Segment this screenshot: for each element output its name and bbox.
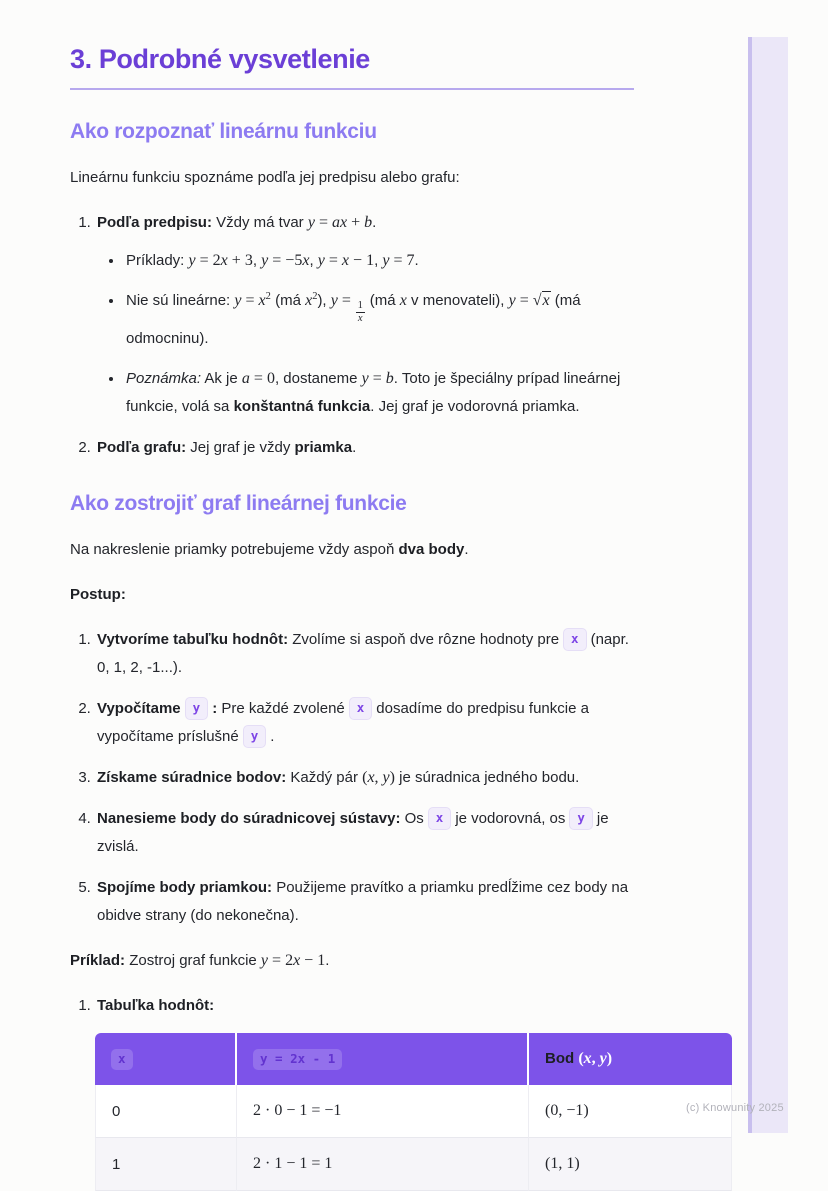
list-item: • Nie sú lineárne: $y = x^2$ (má $x^2$), y = $\frac{1}{x}$ (má x v menovateli), y = √x (má odmocninu). [124,287,634,353]
math-expression: 2 · 1 − 1 = 1 [253,1155,333,1173]
values-table [95,1033,732,1191]
math-expression: y = 7 [382,252,415,269]
inline-code-badge: y [185,697,209,720]
bold-text: konštantná funkcia [233,398,371,416]
table-row [95,1138,732,1191]
table-cell [529,1138,732,1191]
bold-text: Bod [545,1050,579,1068]
bold-text: Príklad: [70,952,126,970]
list-item: 2. Vypočítame y : Pre každé zvolené x dosadíme do predpisu funkcie a vypočítame príslušné y . [95,695,634,751]
inline-code-badge: x [563,628,587,651]
math-expression: y = [508,292,529,309]
list-item: 3. Získame súradnice bodov: Každý pár (x, y) je súradnica jedného bodu. [95,764,634,792]
document-content [70,0,634,1191]
section-heading-recognize: Ako rozpoznať lineárnu funkciu [70,120,377,143]
table-row [95,1085,732,1138]
math-expression: y = x − 1 [317,252,375,269]
bold-text: Podľa grafu: [97,439,187,457]
recognize-list [70,209,634,462]
list-item: 4. Nanesieme body do súradnicovej sústavy: Os x je vodorovná, os y je zvislá. [95,805,634,861]
math-expression: y = 2x − 1 [260,952,326,970]
steps-label [70,581,634,609]
math-expression: $x^2$ [305,291,318,309]
italic-text: Poznámka: [126,370,202,388]
section-heading-construct: Ako zostrojiť graf lineárnej funkcie [70,492,407,516]
math-expression: a = 0 [241,370,275,388]
list-item [95,992,634,1020]
bold-text: priamka [294,439,353,457]
page-edge-strip [748,37,788,1133]
bold-text: Tabuľka hodnôt: [97,997,215,1015]
table-cell [237,1085,529,1138]
bullet-list [97,247,634,421]
bold-text: Vypočítame [97,700,181,718]
math-expression: (x, y) [362,769,395,787]
math-expression: y = ax + b [307,214,373,231]
math-expression: 2 · 0 − 1 = −1 [253,1102,342,1120]
inline-code-badge: y [569,807,593,830]
bold-text: Postup: [70,586,126,604]
bold-text: Získame súradnice bodov: [97,769,287,787]
list-item: 1. Vytvoríme tabuľku hodnôt: Zvolíme si aspoň dve rôzne hodnoty pre x (napr. 0, 1, 2, -1...). [95,626,634,682]
list-item: 2. Podľa grafu: Jej graf je vždy priamka. [95,434,634,462]
math-expression: (0, −1) [545,1102,589,1120]
table-cell: 0 [95,1085,237,1138]
inline-code-badge: x [111,1049,133,1070]
table-cell [237,1138,529,1191]
construct-intro: Na nakreslenie priamky potrebujeme vždy aspoň dva body. [70,541,469,559]
table-header-cell [529,1033,732,1085]
bold-text: Vytvoríme tabuľku hodnôt: [97,631,289,649]
intro-paragraph: Lineárnu funkciu spoznáme podľa jej predpisu alebo grafu: [70,169,460,186]
bold-text: Podľa predpisu: [97,214,212,231]
list-item: 5. Spojíme body priamkou: Použijeme pravítko a priamku predĺžime cez body na obidve strany (do nekonečna). [95,874,634,930]
math-expression: $y = x^2$ [234,291,271,309]
inline-code-badge: y = 2x - 1 [253,1049,342,1070]
math-expression: (x, y) [578,1050,613,1068]
math-expression: (1, 1) [545,1155,580,1173]
steps-list [70,626,634,930]
example-list [70,992,634,1020]
table-header-cell [237,1033,529,1085]
copyright-watermark: (c) Knowunity 2025 [686,1102,784,1114]
inline-code-badge: x [428,807,452,830]
bold-text: : [212,700,218,718]
math-sqrt: √x [532,292,550,309]
page-title: 3. Podrobné vysvetlenie [70,44,370,74]
example-paragraph: Príklad: Zostroj graf funkcie y = 2x − 1. [70,952,330,970]
bold-text: Spojíme body priamkou: [97,879,273,897]
title-divider [70,88,634,90]
math-expression: y = [330,292,351,309]
list-item: • Poznámka: Ak je a = 0, dostaneme y = b. Toto je špeciálny prípad lineárnej funkcie, volá sa konštantná funkcia. Jej graf je vodorovná priamka. [124,365,634,421]
bold-text: dva body [398,541,465,559]
table-body [95,1085,732,1191]
list-item: 1. Podľa predpisu: Vždy má tvar y = ax + b. • Príklady: y = 2x + 3, y = −5x, y = x − 1, y = 7. • Nie sú lineárne: $y = x^2$ (má $x^2$), y = $\frac{1}{x}$ (má x v menovateli), y = √x (má odmocninu). • Poznámka: Ak je a = 0, dostaneme y = b. Toto je špeciálny prípad lineárnej funkcie, volá sa konštantná funkcia. Jej graf je vodorovná priamka. [95,209,634,421]
math-expression: y = b [361,370,394,388]
table-header-cell [95,1033,237,1085]
math-expression: y = 2x + 3 [188,252,253,269]
bold-text: Nanesieme body do súradnicovej sústavy: [97,810,401,828]
table-cell: 1 [95,1138,237,1191]
inline-code-badge: x [349,697,373,720]
table-header-row [95,1033,732,1085]
table-header [95,1033,732,1085]
math-expression: x [399,292,407,309]
list-item: • Príklady: y = 2x + 3, y = −5x, y = x − 1, y = 7. [124,247,634,275]
math-fraction: $\frac{1}{x}$ [357,300,363,325]
math-expression: y = −5x [261,252,310,269]
inline-code-badge: y [243,725,267,748]
